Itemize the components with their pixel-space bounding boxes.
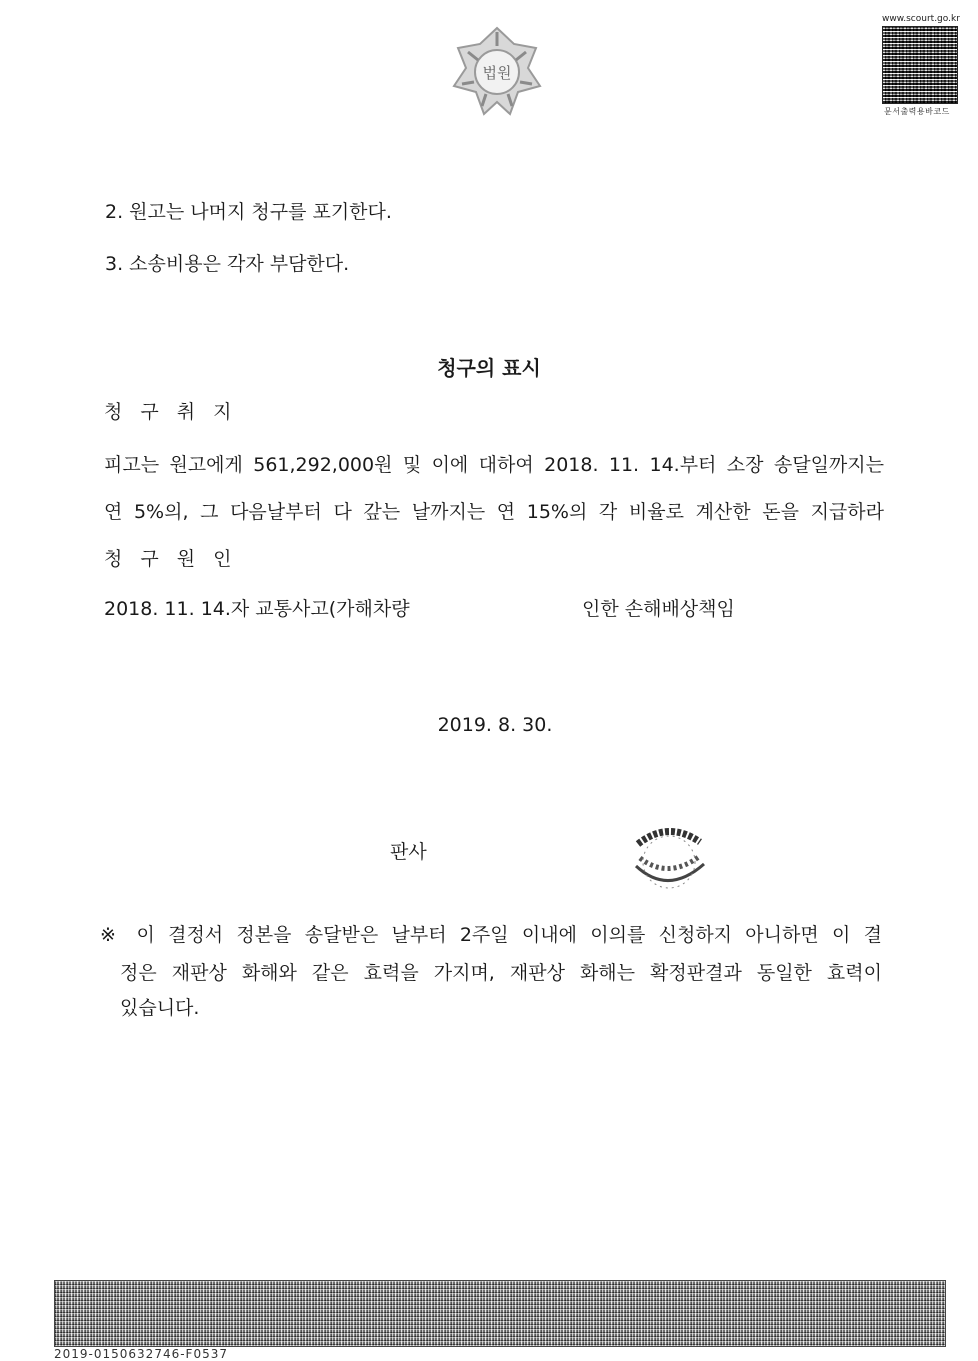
judge-seal-icon: [628, 822, 710, 892]
decision-date: 2019. 8. 30.: [437, 714, 553, 736]
section-title: 청구의 표시: [437, 356, 541, 380]
claim-cause-label: 청 구 원 인: [104, 548, 238, 570]
claim-purpose-line-1: 피고는 원고에게 561,292,000원 및 이에 대하여 2018. 11. 14.부터 소장 송달일까지는: [104, 454, 884, 476]
claim-purpose-line-2: 연 5%의, 그 다음날부터 다 갚는 날까지는 연 15%의 각 비율로 계산한 돈을 지급하라: [104, 501, 884, 523]
notice-line-3: 있습니다.: [120, 997, 200, 1019]
footer-barcode-icon: [54, 1280, 946, 1347]
notice-line-1: ※ 이 결정서 정본을 송달받은 날부터 2주일 이내에 이의를 신청하지 아니하면 이 결: [100, 924, 882, 946]
claim-cause-part-2: 인한 손해배상책임: [582, 598, 735, 620]
document-code: 2019-0150632746-F0537: [54, 1347, 228, 1361]
claim-purpose-label: 청 구 취 지: [104, 401, 238, 423]
notice-line-2: 정은 재판상 화해와 같은 효력을 가지며, 재판상 화해는 확정판결과 동일한 효력이: [120, 962, 882, 984]
qr-caption: 문서출력용바코드: [884, 107, 950, 116]
court-emblem-icon: [444, 22, 550, 122]
qr-url: www.scourt.go.kr: [882, 14, 960, 24]
judge-label: 판사: [390, 841, 427, 863]
order-item-3: 3. 소송비용은 각자 부담한다.: [105, 253, 350, 275]
qr-code-icon: [882, 26, 958, 104]
emblem-text: 법원: [482, 64, 512, 82]
order-item-2: 2. 원고는 나머지 청구를 포기한다.: [105, 201, 392, 223]
claim-cause-part-1: 2018. 11. 14.자 교통사고(가해차량: [104, 598, 410, 620]
